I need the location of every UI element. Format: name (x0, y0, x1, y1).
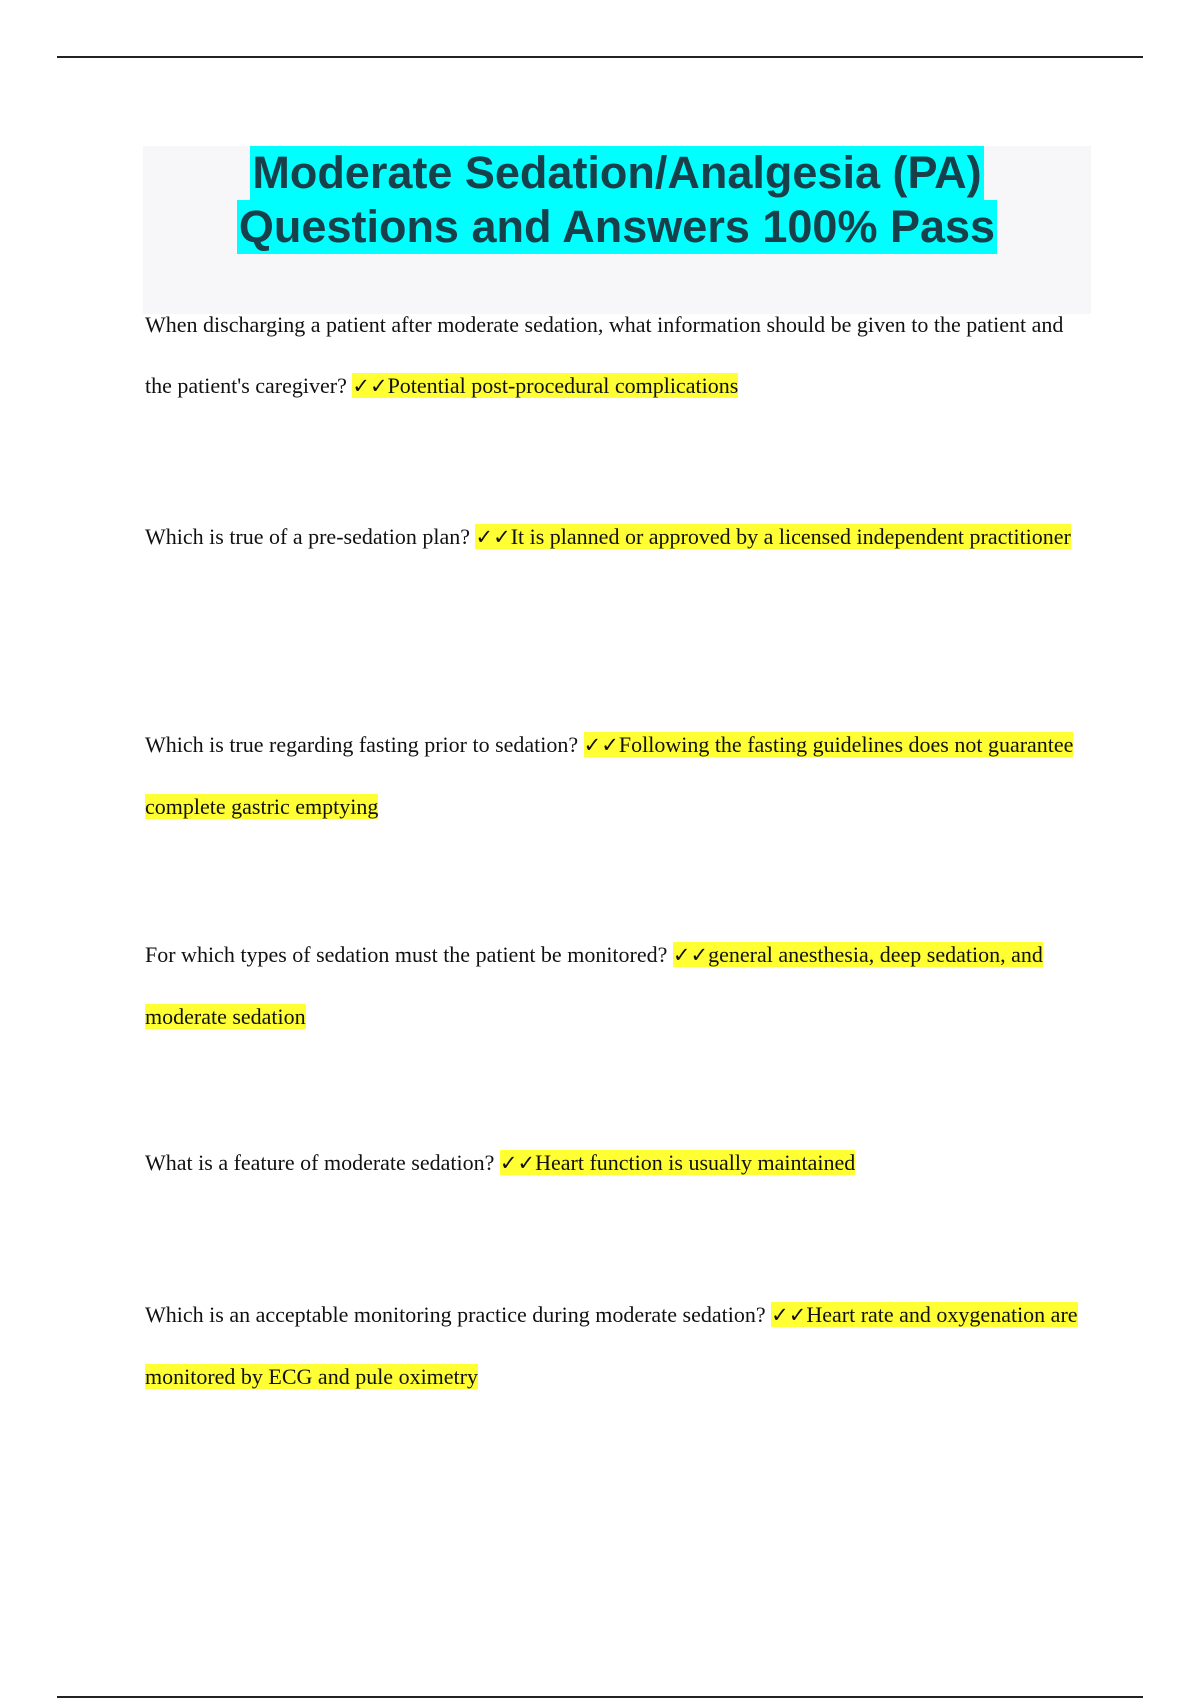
question-text: What is a feature of moderate sedation? (145, 1150, 500, 1175)
double-check-icon: ✓✓ (499, 1151, 536, 1175)
answer-text: Following the fasting guidelines does not guarantee complete gastric emptying (145, 732, 1074, 819)
answer-text: Heart rate and oxygenation are monitored by ECG and pule oximetry (145, 1302, 1078, 1389)
qa-item-1 (145, 294, 1080, 417)
qa-item-2 (145, 506, 1080, 568)
question-text: For which types of sedation must the patient be monitored? (145, 942, 673, 967)
answer-text: general anesthesia, deep sedation, and moderate sedation (145, 942, 1043, 1029)
answer-highlight (500, 1150, 855, 1175)
question-text: Which is true regarding fasting prior to sedation? (145, 732, 584, 757)
question-text: When discharging a patient after moderate sedation, what information should be given to the patient and the patient's caregiver? (145, 312, 1064, 398)
header-rule (57, 56, 1143, 58)
double-check-icon: ✓✓ (771, 1303, 807, 1327)
answer-text: Heart function is usually maintained (535, 1150, 856, 1175)
answer-text: Potential post-procedural complications (387, 373, 739, 398)
double-check-icon: ✓✓ (672, 943, 709, 967)
page-title-line-2: Questions and Answers 100% Pass (238, 201, 996, 252)
double-check-icon: ✓✓ (583, 733, 619, 757)
answer-highlight (352, 373, 738, 398)
answer-highlight (475, 524, 1070, 549)
question-text: Which is an acceptable monitoring practice during moderate sedation? (145, 1302, 772, 1327)
title-block (143, 146, 1091, 314)
qa-item-4 (145, 924, 1080, 1047)
answer-text: It is planned or approved by a licensed independent practitioner (510, 524, 1071, 549)
footer-rule (57, 1696, 1143, 1698)
qa-item-5 (145, 1132, 1080, 1194)
qa-item-6 (145, 1284, 1080, 1407)
double-check-icon: ✓✓ (475, 525, 511, 549)
double-check-icon: ✓✓ (352, 374, 388, 398)
qa-item-3 (145, 714, 1080, 837)
page-title-line-1: Moderate Sedation/Analgesia (PA) (252, 147, 982, 198)
question-text: Which is true of a pre-sedation plan? (145, 524, 476, 549)
